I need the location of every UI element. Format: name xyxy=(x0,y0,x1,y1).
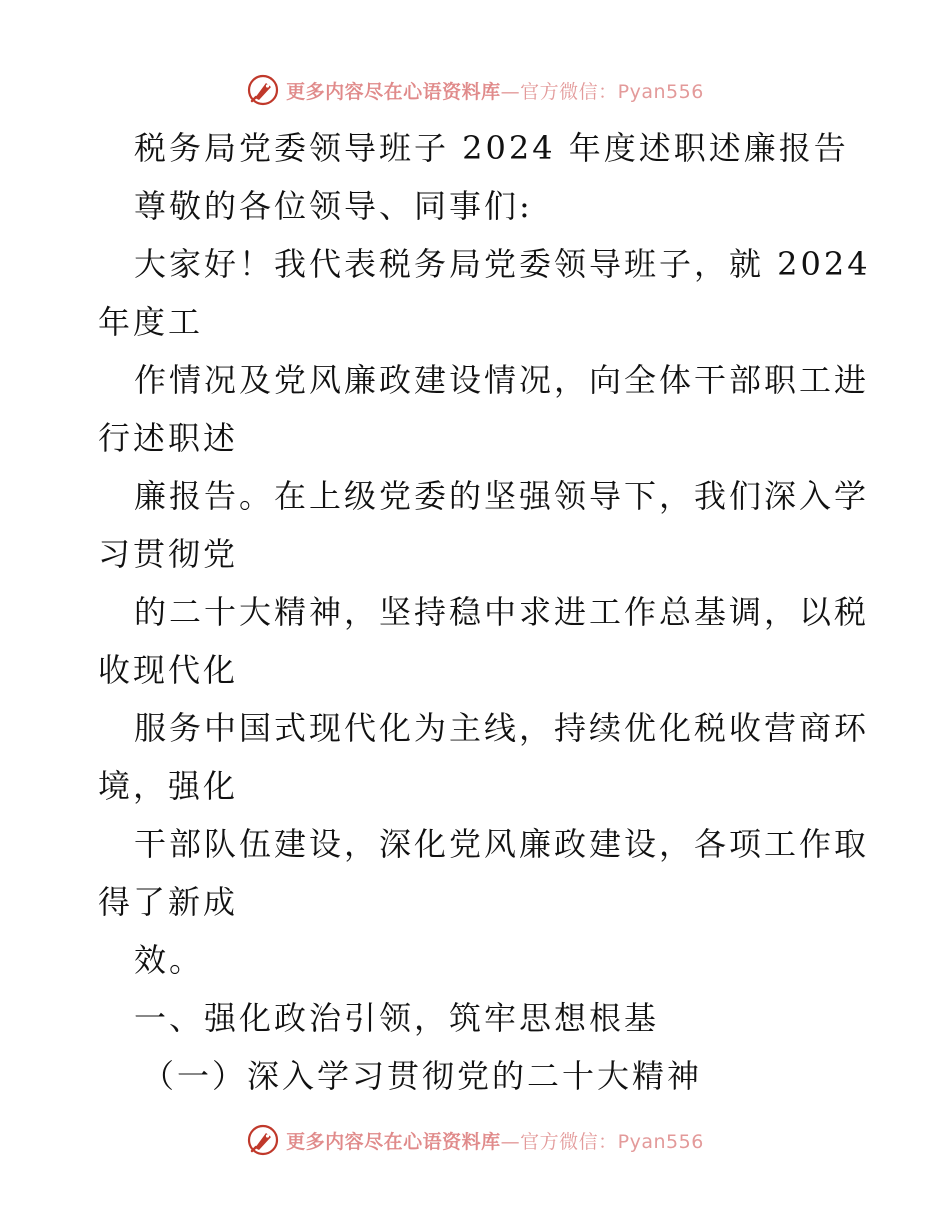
salutation: 尊敬的各位领导、同事们: xyxy=(134,187,533,225)
header-watermark xyxy=(0,70,950,110)
pen-nib-logo-icon xyxy=(246,1123,280,1157)
document-title: 税务局党委领导班子 2024 年度述职述廉报告 xyxy=(134,129,849,167)
paragraph-line: 收现代化 xyxy=(98,651,239,689)
paragraph-line: 行述职述 xyxy=(98,419,239,457)
paragraph-line: 廉报告。在上级党委的坚强领导下，我们深入学 xyxy=(134,477,870,515)
pen-nib-logo-icon xyxy=(246,73,280,107)
watermark-brand: 更多内容尽在心语资料库 xyxy=(286,1130,501,1153)
paragraph-line: 干部队伍建设，深化党风廉政建设，各项工作取 xyxy=(134,825,870,863)
paragraph-line: 大家好！我代表税务局党委领导班子，就 2024 xyxy=(134,245,871,283)
watermark-contact: —官方微信：Pyan556 xyxy=(500,1130,704,1153)
watermark-brand: 更多内容尽在心语资料库 xyxy=(286,80,501,103)
paragraph-line: 习贯彻党 xyxy=(98,535,239,573)
subsection-heading: （一）深入学习贯彻党的二十大精神 xyxy=(142,1057,703,1095)
paragraph-line: 服务中国式现代化为主线，持续优化税收营商环 xyxy=(134,709,870,747)
section-heading: 一、强化政治引领，筑牢思想根基 xyxy=(134,999,660,1037)
watermark-text xyxy=(286,1127,704,1154)
watermark-text xyxy=(286,77,704,104)
paragraph-line: 的二十大精神，坚持稳中求进工作总基调，以税 xyxy=(134,593,870,631)
watermark-contact: —官方微信：Pyan556 xyxy=(500,80,704,103)
footer-watermark xyxy=(0,1120,950,1160)
paragraph-line: 得了新成 xyxy=(98,883,239,921)
paragraph-line: 年度工 xyxy=(98,303,204,341)
paragraph-line: 境，强化 xyxy=(98,767,239,805)
paragraph-line: 作情况及党风廉政建设情况，向全体干部职工进 xyxy=(134,361,870,399)
paragraph-line: 效。 xyxy=(134,941,205,979)
